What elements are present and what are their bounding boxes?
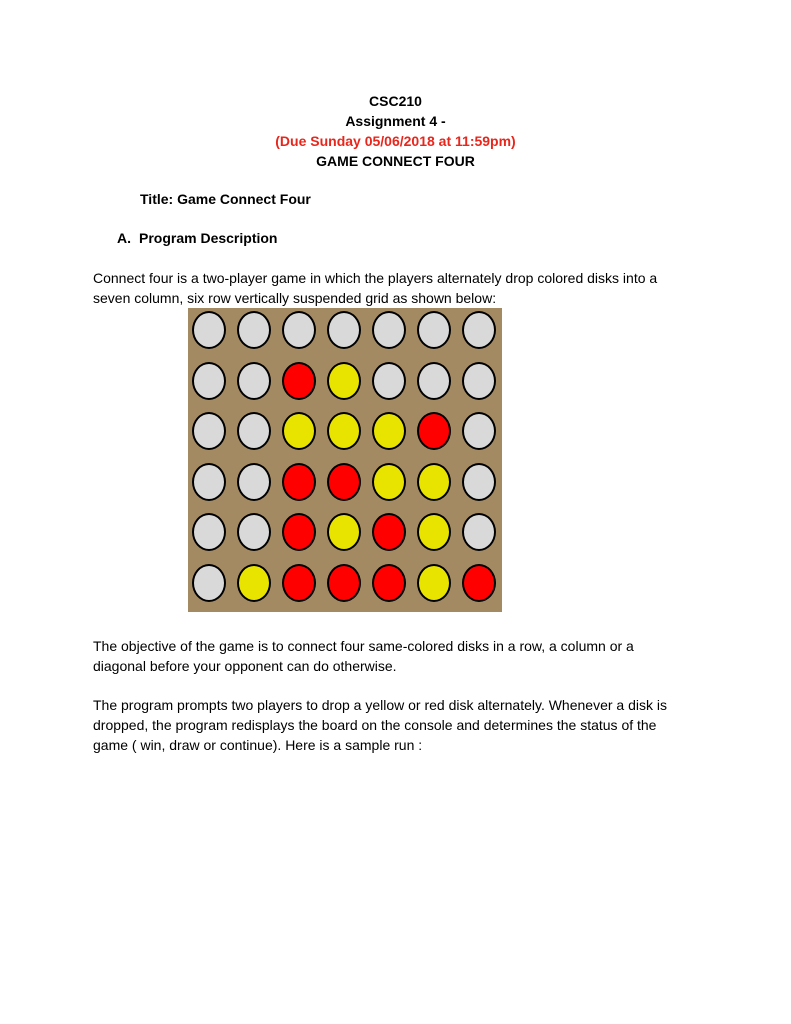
section-a-title: Program Description [139, 230, 278, 246]
paragraph-line: seven column, six row vertically suspended grid as shown below: [93, 290, 497, 306]
due-date: (Due Sunday 05/06/2018 at 11:59pm) [275, 133, 516, 149]
intro-paragraph [93, 268, 693, 308]
disk-empty [192, 362, 226, 400]
connect-four-board [188, 308, 502, 612]
disk-empty [417, 311, 451, 349]
disk-red [282, 362, 316, 400]
disk-yellow [327, 362, 361, 400]
disk-empty [417, 362, 451, 400]
objective-paragraph [93, 636, 693, 676]
paragraph-line: The objective of the game is to connect four same-colored disks in a row, a column or a [93, 638, 634, 654]
disk-red [282, 564, 316, 602]
disk-empty [462, 463, 496, 501]
disk-empty [372, 311, 406, 349]
disk-empty [327, 311, 361, 349]
disk-empty [237, 311, 271, 349]
paragraph-line: dropped, the program redisplays the board on the console and determines the status of the [93, 717, 657, 733]
disk-empty [192, 564, 226, 602]
disk-red [327, 564, 361, 602]
disk-yellow [417, 463, 451, 501]
disk-empty [462, 513, 496, 551]
disk-yellow [237, 564, 271, 602]
disk-red [282, 463, 316, 501]
disk-yellow [372, 412, 406, 450]
paragraph-line: Connect four is a two-player game in which the players alternately drop colored disks into a [93, 270, 658, 286]
assignment-label: Assignment 4 - [345, 113, 446, 129]
disk-red [417, 412, 451, 450]
disk-red [282, 513, 316, 551]
paragraph-line: The program prompts two players to drop a yellow or red disk alternately. Whenever a disk is [93, 697, 667, 713]
course-code: CSC210 [369, 93, 422, 109]
section-a-marker: A. [117, 230, 131, 246]
disk-yellow [327, 412, 361, 450]
disk-empty [192, 513, 226, 551]
game-name: GAME CONNECT FOUR [316, 153, 475, 169]
program-paragraph [93, 695, 693, 755]
disk-red [327, 463, 361, 501]
disk-red [372, 513, 406, 551]
disk-empty [192, 412, 226, 450]
disk-empty [462, 412, 496, 450]
disk-empty [282, 311, 316, 349]
disk-yellow [417, 564, 451, 602]
disk-empty [237, 463, 271, 501]
disk-empty [462, 362, 496, 400]
paragraph-line: game ( win, draw or continue). Here is a sample run : [93, 737, 423, 753]
disk-yellow [417, 513, 451, 551]
disk-yellow [282, 412, 316, 450]
disk-empty [462, 311, 496, 349]
disk-empty [237, 362, 271, 400]
disk-red [462, 564, 496, 602]
disk-empty [192, 463, 226, 501]
disk-yellow [327, 513, 361, 551]
disk-empty [237, 513, 271, 551]
disk-yellow [372, 463, 406, 501]
document-title: Title: Game Connect Four [140, 191, 311, 207]
paragraph-line: diagonal before your opponent can do otherwise. [93, 658, 397, 674]
disk-empty [192, 311, 226, 349]
section-a-heading [117, 230, 277, 247]
disk-empty [237, 412, 271, 450]
disk-empty [372, 362, 406, 400]
disk-red [372, 564, 406, 602]
